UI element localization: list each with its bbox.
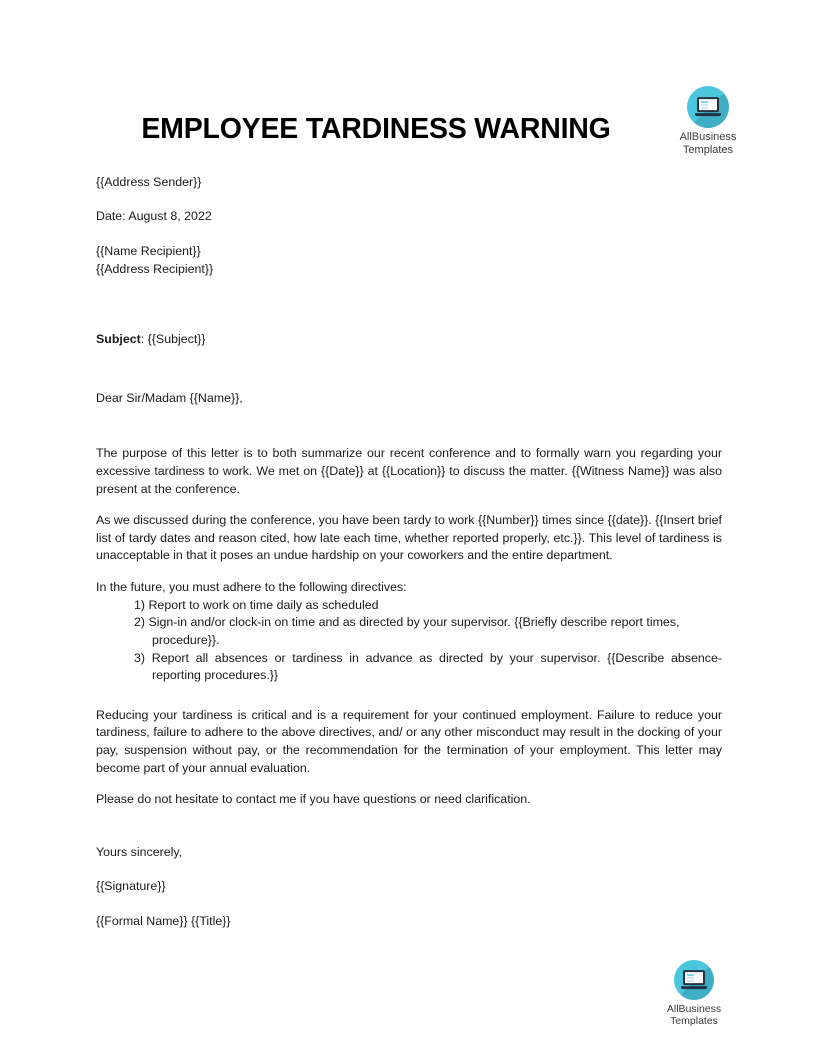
- laptop-glyph: [695, 97, 721, 116]
- brand-name-line1: AllBusiness: [679, 131, 737, 143]
- closing-line: Yours sincerely,: [96, 844, 183, 859]
- address-recipient: {{Address Recipient}}: [96, 262, 214, 277]
- list-item-text: Report to work on time daily as scheduled: [148, 597, 379, 612]
- list-item-number: 2): [134, 615, 146, 630]
- paragraph-2: As we discussed during the conference, you have been tardy to work {{Number}} times since {{date}}. {{Insert brief list of tardy dates and reason cited, how late each time, whether reported properly, etc.}}. This level of tardiness is unacceptable in that it poses an undue hardship on your coworkers and the entire department.: [96, 513, 722, 563]
- spacer: [96, 498, 722, 512]
- laptop-icon: [687, 86, 729, 128]
- list-item-text: Report all absences or tardiness in advance as directed by your supervisor. {{Describe absence-reporting procedures.}}: [151, 650, 722, 683]
- paragraph-4: Please do not hesitate to contact me if you have questions or need clarification.: [96, 792, 531, 807]
- list-item-text: Sign-in and/or clock-in on time and as directed by your supervisor. {{Briefly describe report times, procedure}}.: [148, 615, 680, 647]
- spacer: [96, 777, 722, 791]
- laptop-icon: [674, 960, 714, 1000]
- list-item-number: 1): [134, 597, 146, 612]
- spacer: [96, 565, 722, 579]
- laptop-glyph: [681, 970, 707, 989]
- spacer: [96, 893, 722, 915]
- brand-name-line2: Templates: [682, 143, 734, 156]
- date-line: Date: August 8, 2022: [96, 209, 212, 224]
- directives-intro: In the future, you must adhere to the following directives:: [96, 580, 407, 595]
- paragraph-1: The purpose of this letter is to both summarize our recent conference and to formally warn you regarding your excessive tardiness to work. We met on {{Date}} at {{Location}} to discuss the matter. {{Witness Name}} was also present at the conference.: [96, 446, 722, 496]
- brand-logo-header: [660, 86, 756, 157]
- name-recipient: {{Name Recipient}}: [96, 243, 201, 258]
- brand-logo-footer: [646, 960, 742, 1028]
- letter-body: [96, 176, 722, 927]
- paragraph-3: Reducing your tardiness is critical and is a requirement for your continued employment. Failure to reduce your tardiness, failure to adhere to the above directives, and/ or any other misconduct may result in the docking of your pay, suspension without pay, or the recommendation for the termination of your employment. This letter may become part of your annual evaluation.: [96, 707, 722, 775]
- laptop-base: [681, 986, 707, 989]
- formal-name-title: {{Formal Name}} {{Title}}: [96, 913, 231, 928]
- directives-list: [96, 597, 722, 685]
- spacer: [96, 188, 722, 210]
- list-item: [96, 597, 722, 615]
- brand-logo-text: [646, 1003, 742, 1028]
- list-item-number: 3): [134, 650, 146, 665]
- spacer: [96, 223, 722, 245]
- page-title: EMPLOYEE TARDINESS WARNING: [141, 113, 611, 145]
- brand-name-line2: Templates: [670, 1015, 718, 1028]
- address-sender: {{Address Sender}}: [96, 175, 202, 189]
- salutation: Dear Sir/Madam {{Name}},: [96, 391, 243, 406]
- brand-name-line1: AllBusiness: [666, 1003, 722, 1015]
- list-item: [96, 650, 722, 685]
- spacer: [96, 858, 722, 880]
- laptop-base: [695, 113, 721, 116]
- subject-value: : {{Subject}}: [140, 331, 206, 346]
- subject-label: Subject: [96, 331, 141, 346]
- brand-logo-text: [660, 131, 756, 157]
- signature-placeholder: {{Signature}}: [96, 879, 166, 894]
- subject-line: [96, 333, 722, 345]
- spacer: [96, 685, 722, 707]
- laptop-screen: [697, 97, 719, 112]
- laptop-screen: [683, 970, 705, 985]
- list-item: [96, 614, 722, 649]
